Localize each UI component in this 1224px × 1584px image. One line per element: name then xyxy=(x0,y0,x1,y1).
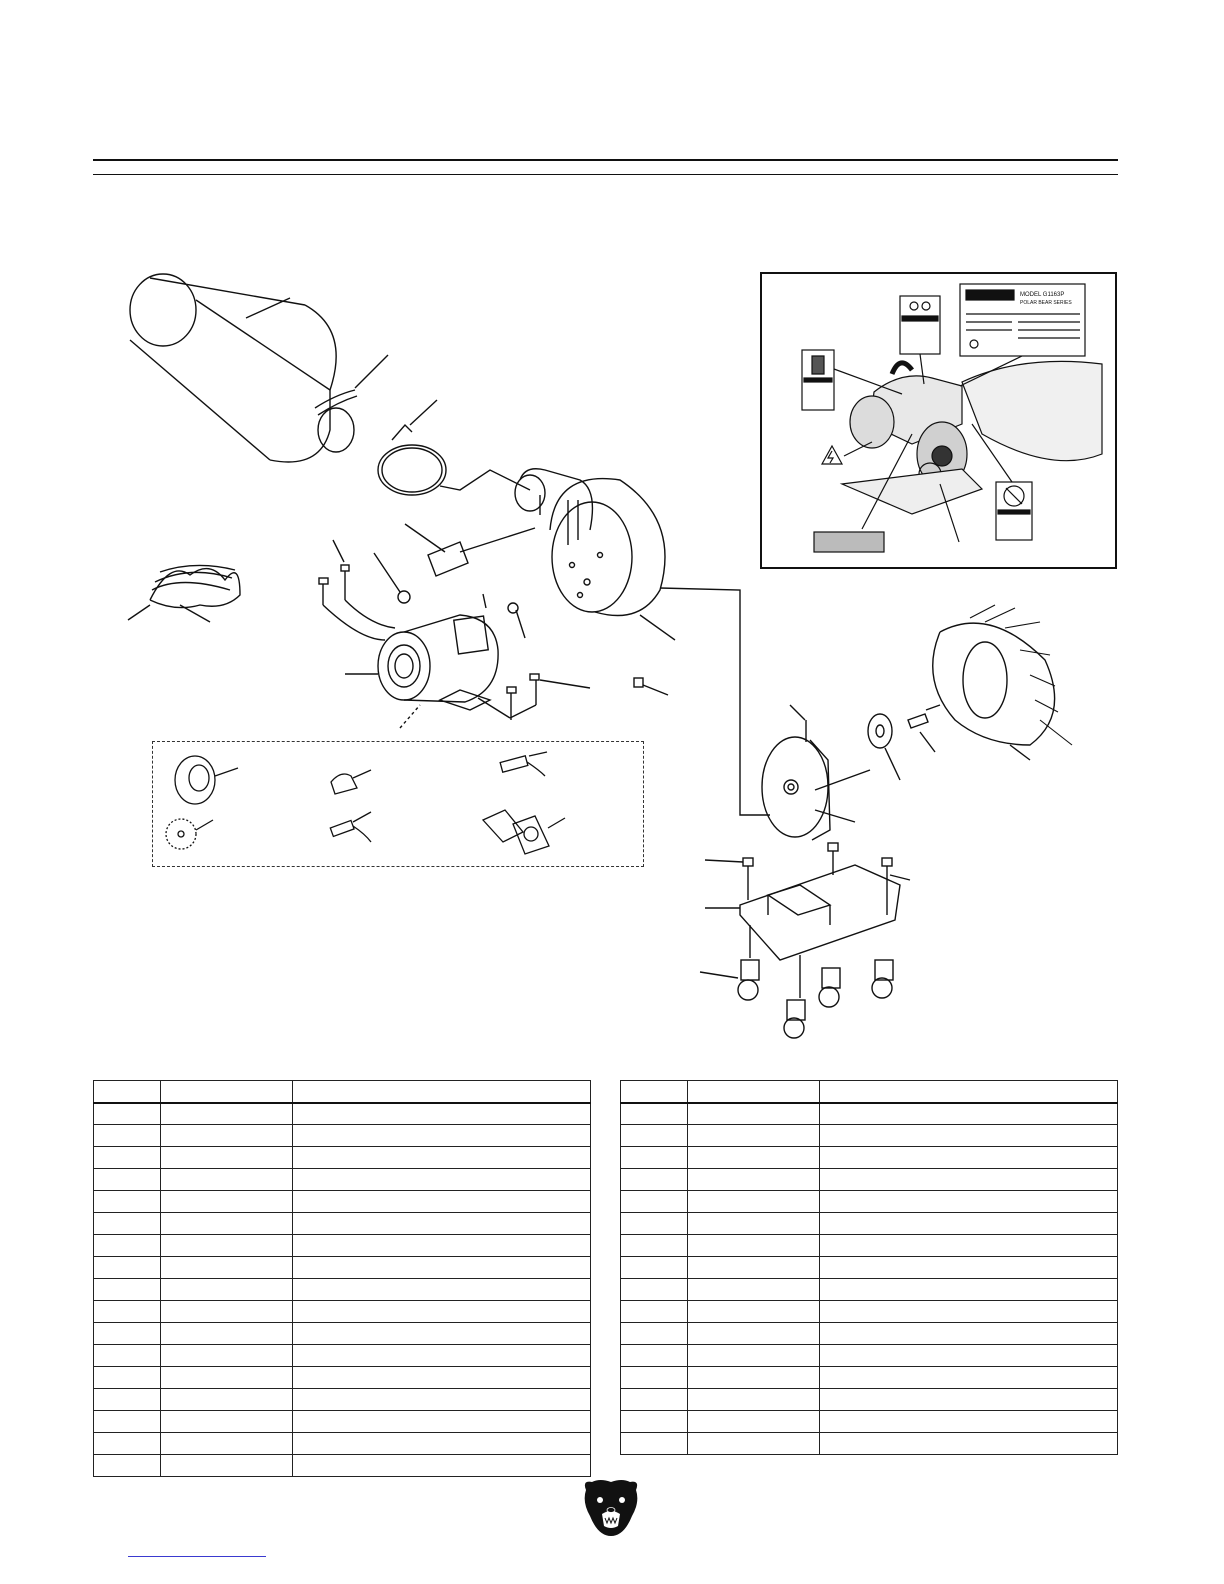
ref-cell xyxy=(621,1191,688,1213)
ref-cell xyxy=(94,1103,161,1125)
part-number-cell xyxy=(161,1323,293,1345)
table-row xyxy=(94,1389,591,1411)
part-number-cell xyxy=(161,1257,293,1279)
part-number-cell xyxy=(688,1169,820,1191)
table-row xyxy=(621,1169,1118,1191)
header-cell xyxy=(293,1081,591,1103)
table-row xyxy=(621,1147,1118,1169)
table-row xyxy=(621,1301,1118,1323)
description-cell xyxy=(820,1411,1118,1433)
ref-cell xyxy=(621,1345,688,1367)
mobile-base xyxy=(705,843,910,960)
ref-cell xyxy=(94,1323,161,1345)
description-cell xyxy=(820,1257,1118,1279)
description-cell xyxy=(820,1389,1118,1411)
capacitor-icon xyxy=(330,812,371,842)
entanglement-warning-label xyxy=(996,482,1032,540)
table-row xyxy=(94,1213,591,1235)
machine-id-label xyxy=(960,284,1085,356)
hand-warning-label xyxy=(802,350,834,410)
description-cell xyxy=(820,1169,1118,1191)
housing-cover-plate xyxy=(933,605,1072,760)
motor-fan-icon xyxy=(166,819,213,849)
description-cell xyxy=(820,1103,1118,1125)
machine-id-label-sub: POLAR BEAR SERIES xyxy=(1020,300,1072,306)
table-row xyxy=(621,1235,1118,1257)
ref-cell xyxy=(94,1389,161,1411)
table-row xyxy=(621,1323,1118,1345)
table-row xyxy=(94,1257,591,1279)
description-cell xyxy=(293,1323,591,1345)
ref-cell xyxy=(94,1191,161,1213)
table-header-row xyxy=(94,1081,591,1103)
part-number-cell xyxy=(161,1301,293,1323)
table-row xyxy=(621,1279,1118,1301)
ref-cell xyxy=(94,1257,161,1279)
swivel-casters xyxy=(700,925,893,1038)
part-number-cell xyxy=(688,1257,820,1279)
table-row xyxy=(621,1257,1118,1279)
ref-cell xyxy=(94,1301,161,1323)
part-number-cell xyxy=(161,1389,293,1411)
part-number-cell xyxy=(161,1433,293,1455)
eye-protection-label xyxy=(900,296,940,354)
table-row xyxy=(94,1191,591,1213)
description-cell xyxy=(293,1257,591,1279)
table-row xyxy=(94,1235,591,1257)
part-number-cell xyxy=(161,1103,293,1125)
part-number-cell xyxy=(161,1213,293,1235)
table-row xyxy=(94,1147,591,1169)
description-cell xyxy=(293,1433,591,1455)
inlet-tube xyxy=(405,524,535,576)
part-number-cell xyxy=(161,1345,293,1367)
ref-cell xyxy=(94,1411,161,1433)
motor-parts-detail-drawing xyxy=(153,742,645,868)
ref-cell xyxy=(94,1345,161,1367)
machine-labels-inset xyxy=(760,272,1117,569)
bag-clamp-strap xyxy=(315,355,388,415)
ref-cell xyxy=(621,1301,688,1323)
table-row xyxy=(621,1103,1118,1125)
part-number-cell xyxy=(688,1279,820,1301)
motor-fan-cover-icon xyxy=(175,756,238,804)
dust-collector-photo xyxy=(842,361,1102,514)
ref-cell xyxy=(621,1257,688,1279)
part-number-cell xyxy=(161,1125,293,1147)
collection-bag xyxy=(130,274,354,462)
part-number-cell xyxy=(161,1169,293,1191)
ref-cell xyxy=(621,1323,688,1345)
description-cell xyxy=(820,1433,1118,1455)
part-number-cell xyxy=(688,1191,820,1213)
electrical-hazard-label xyxy=(822,446,842,464)
table-row xyxy=(621,1367,1118,1389)
machine-id-label-text: MODEL G1163P xyxy=(1020,292,1065,298)
description-cell xyxy=(820,1125,1118,1147)
ref-cell xyxy=(94,1213,161,1235)
hose-clamp xyxy=(378,400,530,495)
brand-banner-label xyxy=(814,532,884,552)
table-row xyxy=(621,1433,1118,1455)
part-number-cell xyxy=(161,1367,293,1389)
part-number-cell xyxy=(688,1323,820,1345)
table-row xyxy=(94,1103,591,1125)
part-number-cell xyxy=(688,1367,820,1389)
description-cell xyxy=(293,1191,591,1213)
part-number-cell xyxy=(688,1125,820,1147)
ref-cell xyxy=(94,1169,161,1191)
ref-cell xyxy=(621,1147,688,1169)
table-row xyxy=(94,1323,591,1345)
description-cell xyxy=(820,1279,1118,1301)
ref-cell xyxy=(94,1455,161,1477)
part-number-cell xyxy=(688,1301,820,1323)
ref-cell xyxy=(621,1235,688,1257)
header-cell xyxy=(94,1081,161,1103)
ref-cell xyxy=(621,1103,688,1125)
motor-parts-detail-box xyxy=(152,741,644,867)
table-row xyxy=(94,1301,591,1323)
description-cell xyxy=(820,1147,1118,1169)
description-cell xyxy=(293,1301,591,1323)
table-row xyxy=(621,1345,1118,1367)
motor xyxy=(323,600,536,728)
ref-cell xyxy=(94,1125,161,1147)
footer-link-underline xyxy=(128,1556,266,1557)
part-number-cell xyxy=(688,1235,820,1257)
description-cell xyxy=(820,1367,1118,1389)
part-number-cell xyxy=(688,1213,820,1235)
description-cell xyxy=(293,1345,591,1367)
ref-cell xyxy=(94,1367,161,1389)
table-row xyxy=(94,1433,591,1455)
ref-cell xyxy=(94,1433,161,1455)
description-cell xyxy=(820,1191,1118,1213)
part-number-cell xyxy=(688,1433,820,1455)
part-number-cell xyxy=(161,1279,293,1301)
ref-cell xyxy=(94,1147,161,1169)
table-row xyxy=(94,1455,591,1477)
motor-cord xyxy=(128,565,240,622)
description-cell xyxy=(820,1323,1118,1345)
header-cell xyxy=(820,1081,1118,1103)
table-header-row xyxy=(621,1081,1118,1103)
part-number-cell xyxy=(161,1411,293,1433)
impeller xyxy=(762,705,870,840)
table-row xyxy=(94,1411,591,1433)
ref-cell xyxy=(621,1279,688,1301)
table-row xyxy=(94,1169,591,1191)
description-cell xyxy=(293,1279,591,1301)
ref-cell xyxy=(621,1367,688,1389)
part-number-cell xyxy=(161,1455,293,1477)
key-icon xyxy=(331,770,371,794)
description-cell xyxy=(293,1125,591,1147)
part-number-cell xyxy=(161,1147,293,1169)
grizzly-bear-logo xyxy=(580,1478,642,1538)
part-number-cell xyxy=(688,1345,820,1367)
ref-cell xyxy=(621,1433,688,1455)
table-row xyxy=(621,1389,1118,1411)
ref-cell xyxy=(621,1125,688,1147)
table-row xyxy=(621,1191,1118,1213)
description-cell xyxy=(293,1455,591,1477)
description-cell xyxy=(293,1103,591,1125)
switch-icon xyxy=(500,752,547,776)
base-bolts xyxy=(705,843,910,915)
table-row xyxy=(94,1345,591,1367)
table-row xyxy=(621,1213,1118,1235)
header-cell xyxy=(688,1081,820,1103)
ref-cell xyxy=(621,1389,688,1411)
description-cell xyxy=(293,1235,591,1257)
small-fasteners xyxy=(319,540,668,720)
machine-labels-drawing xyxy=(762,274,1119,571)
description-cell xyxy=(293,1213,591,1235)
description-cell xyxy=(293,1169,591,1191)
description-cell xyxy=(820,1301,1118,1323)
junction-box-icon xyxy=(483,810,565,854)
table-row xyxy=(621,1411,1118,1433)
part-number-cell xyxy=(161,1235,293,1257)
description-cell xyxy=(293,1367,591,1389)
ref-cell xyxy=(94,1279,161,1301)
parts-table-right xyxy=(620,1080,1118,1455)
description-cell xyxy=(293,1147,591,1169)
part-number-cell xyxy=(688,1389,820,1411)
ref-cell xyxy=(621,1169,688,1191)
part-number-cell xyxy=(161,1191,293,1213)
ref-cell xyxy=(621,1411,688,1433)
description-cell xyxy=(293,1411,591,1433)
table-row xyxy=(621,1125,1118,1147)
description-cell xyxy=(820,1345,1118,1367)
description-cell xyxy=(293,1389,591,1411)
impeller-washer-bolt xyxy=(868,705,940,780)
header-cell xyxy=(621,1081,688,1103)
header-cell xyxy=(161,1081,293,1103)
part-number-cell xyxy=(688,1103,820,1125)
table-row xyxy=(94,1367,591,1389)
ref-cell xyxy=(621,1213,688,1235)
description-cell xyxy=(820,1213,1118,1235)
part-number-cell xyxy=(688,1147,820,1169)
table-row xyxy=(94,1279,591,1301)
part-number-cell xyxy=(688,1411,820,1433)
table-row xyxy=(94,1125,591,1147)
parts-table-left xyxy=(93,1080,591,1477)
ref-cell xyxy=(94,1235,161,1257)
description-cell xyxy=(820,1235,1118,1257)
